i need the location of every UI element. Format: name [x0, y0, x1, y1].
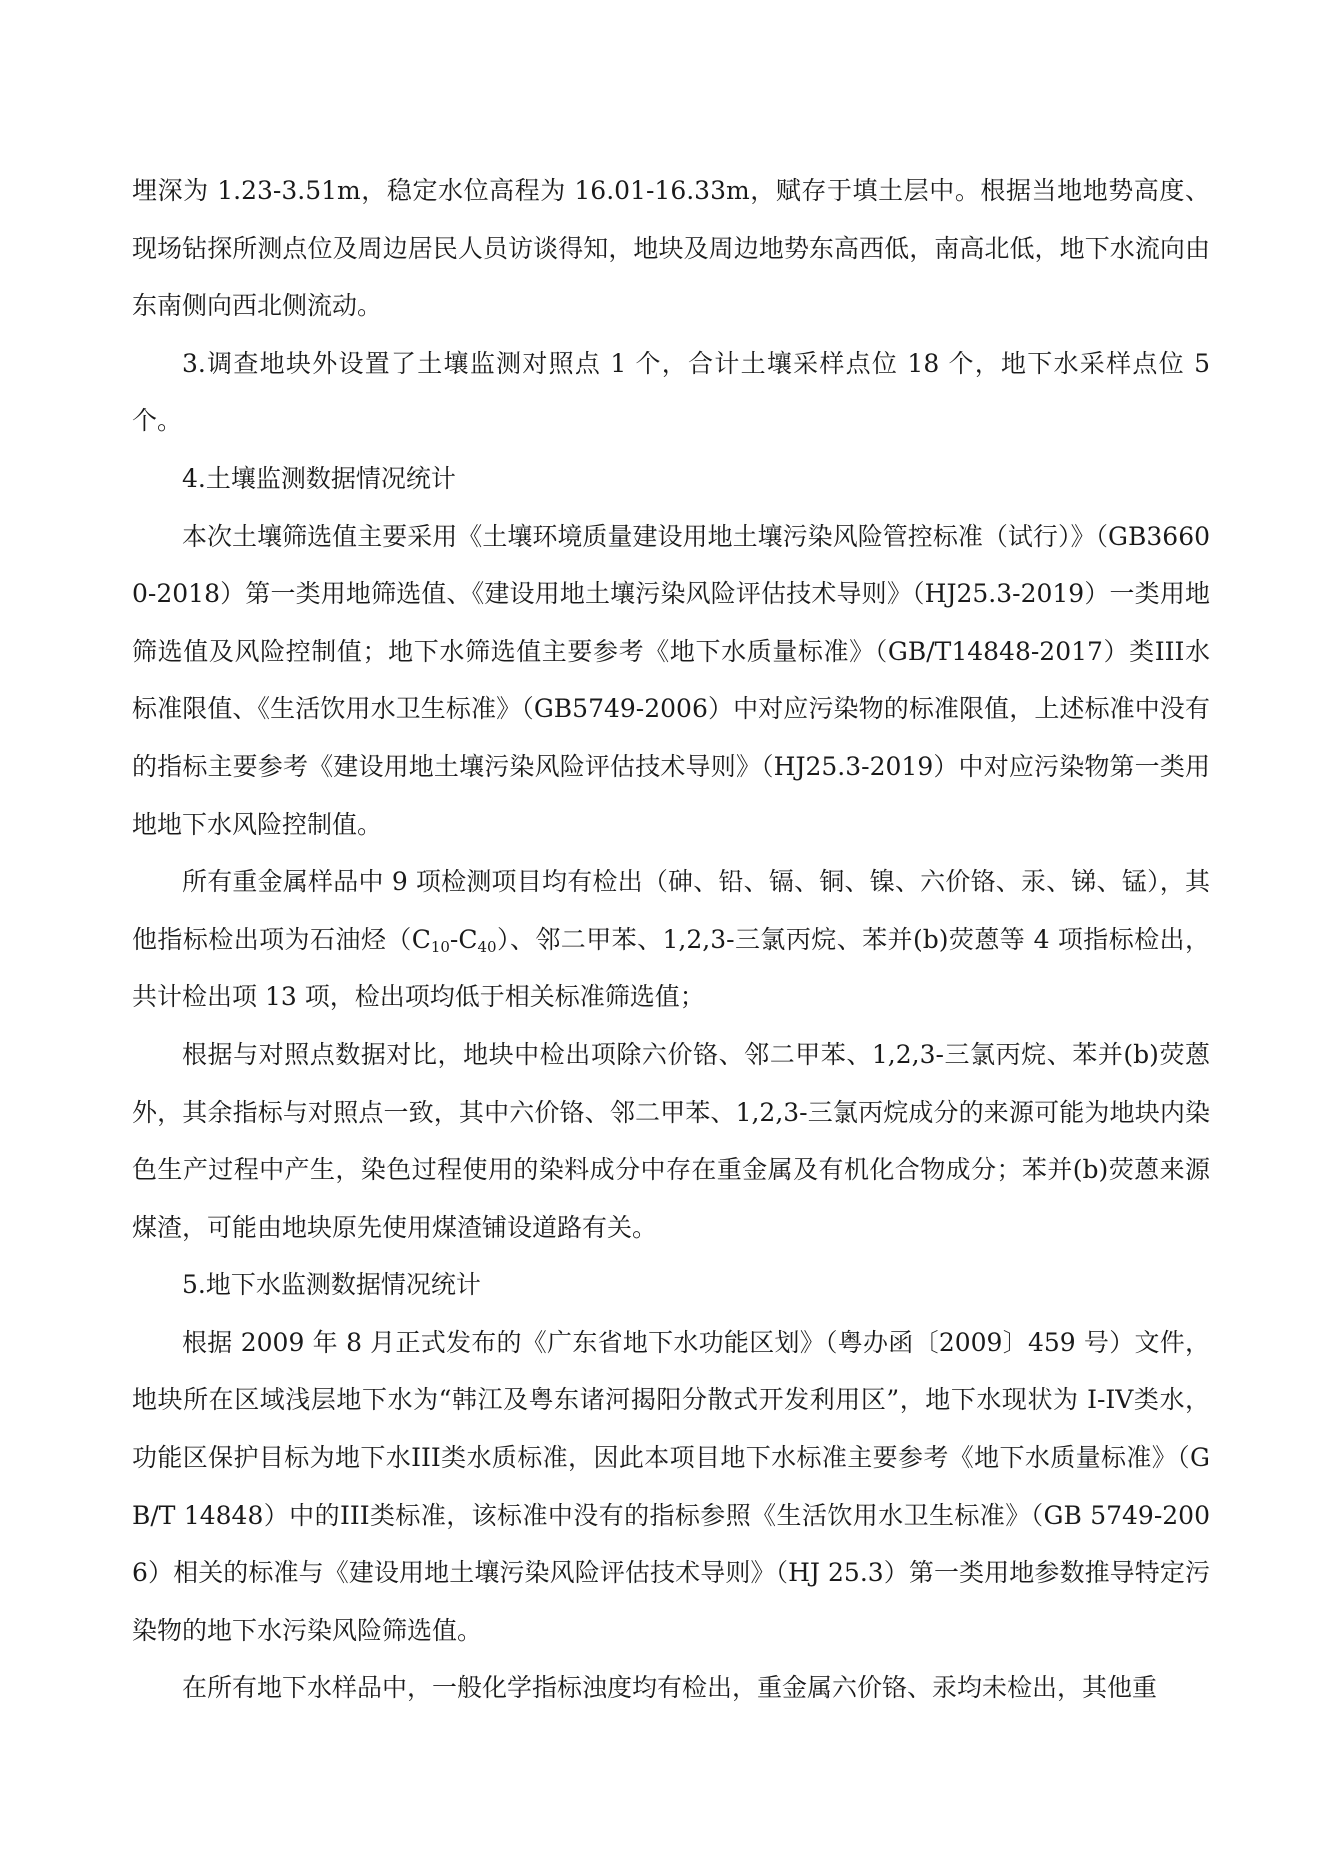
text-segment: 所有重金属样品中 9 项检测项目均有检出（砷、铅、镉、铜、镍、六价铬、汞、锑、锰），其他指标检出项为石油烃（C: [132, 867, 1210, 954]
heading-groundwater-monitoring: 5.地下水监测数据情况统计: [182, 1270, 481, 1300]
paragraph-sampling-points: 3.调查地块外设置了土壤监测对照点 1 个，合计土壤采样点位 18 个，地下水采样点位 5 个。: [132, 348, 1210, 436]
document-body: [132, 162, 1210, 1717]
paragraph-control-point-comparison: 根据与对照点数据对比，地块中检出项除六价铬、邻二甲苯、1,2,3-三氯丙烷、苯并(b)荧蒽外，其余指标与对照点一致，其中六价铬、邻二甲苯、1,2,3-三氯丙烷成分的来源可能为地块内染色生产过程中产生，染色过程使用的染料成分中存在重金属及有机化合物成分；苯并(b)荧蒽来源煤渣，可能由地块原先使用煤渣铺设道路有关。: [132, 1039, 1210, 1242]
heading-soil-monitoring: 4.土壤监测数据情况统计: [182, 463, 456, 493]
subscript: 40: [477, 937, 497, 956]
paragraph-groundwater-standards: 根据 2009 年 8 月正式发布的《广东省地下水功能区划》（粤办函〔2009〕459 号）文件，地块所在区域浅层地下水为“韩江及粤东诸河揭阳分散式开发利用区”，地下水现状为 I-IV类水，功能区保护目标为地下水III类水质标准，因此本项目地下水标准主要参考《地下水质量标准》（GB/T 14848）中的III类标准，该标准中没有的指标参照《生活饮用水卫生标准》（GB 5749-2006）相关的标准与《建设用地土壤污染风险评估技术导则》（HJ 25.3）第一类用地参数推导特定污染物的地下水污染风险筛选值。: [132, 1327, 1210, 1645]
subscript: 10: [430, 937, 450, 956]
paragraph-groundwater-flow: 埋深为 1.23-3.51m，稳定水位高程为 16.01-16.33m，赋存于填土层中。根据当地地势高度、现场钻探所测点位及周边居民人员访谈得知，地块及周边地势东高西低，南高北低，地下水流向由东南侧向西北侧流动。: [132, 176, 1210, 321]
text-segment: -C: [449, 924, 478, 954]
paragraph-heavy-metal-detection: [132, 853, 1210, 1026]
paragraph-groundwater-detection: 在所有地下水样品中，一般化学指标浊度均有检出，重金属六价铬、汞均未检出，其他重: [182, 1673, 1158, 1703]
paragraph-screening-standards: 本次土壤筛选值主要采用《土壤环境质量建设用地土壤污染风险管控标准（试行）》（GB36600-2018）第一类用地筛选值、《建设用地土壤污染风险评估技术导则》（HJ25.3-2019）一类用地筛选值及风险控制值；地下水筛选值主要参考《地下水质量标准》（GB/T14848-2017）类III水标准限值、《生活饮用水卫生标准》（GB5749-2006）中对应污染物的标准限值，上述标准中没有的指标主要参考《建设用地土壤污染风险评估技术导则》（HJ25.3-2019）中对应污染物第一类用地地下水风险控制值。: [132, 521, 1210, 839]
text-segment: ）、邻二甲苯、1,2,3-三氯丙烷、苯并(b)荧蒽等 4 项指标检出，共计检出项 13 项，检出项均低于相关标准筛选值；: [132, 924, 1210, 1012]
